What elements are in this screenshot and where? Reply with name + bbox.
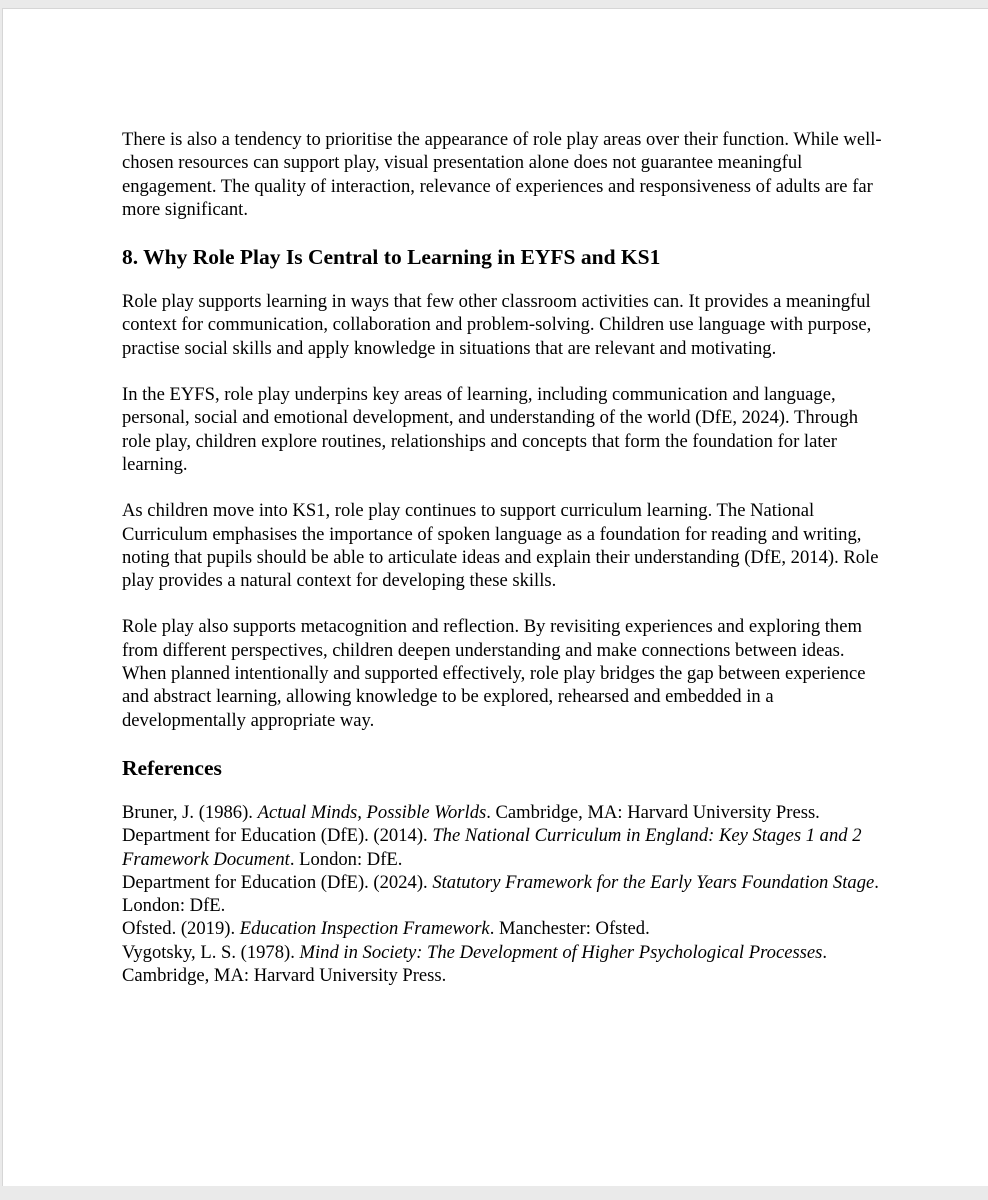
references-list [122,801,882,987]
body-paragraph-2: In the EYFS, role play underpins key areas of learning, including communication and language, personal, social and emotional development, and understanding of the world (DfE, 2024). Through role play, children explore routines, relationships and concepts that form the foundation for later learning. [122,384,858,475]
references-heading: References [122,755,222,780]
intro-paragraph: There is also a tendency to prioritise the appearance of role play areas over their function. While well-chosen resources can support play, visual presentation alone does not guarantee meaningful engagement. The quality of interaction, relevance of experiences and responsiveness of adults are far more significant. [122,129,882,220]
reference-item: Bruner, J. (1986). Actual Minds, Possible Worlds. Cambridge, MA: Harvard University Press. [122,801,820,823]
document-page [2,8,988,1186]
body-paragraph-1: Role play supports learning in ways that few other classroom activities can. It provides a meaningful context for communication, collaboration and problem-solving. Children use language with purpose, practise social skills and apply knowledge in situations that are relevant and motivating. [122,291,872,359]
page-content [122,128,882,987]
reference-item: Ofsted. (2019). Education Inspection Framework. Manchester: Ofsted. [122,918,650,940]
reference-item: Vygotsky, L. S. (1978). Mind in Society: The Development of Higher Psychological Processes. Cambridge, MA: Harvard University Press. [122,941,828,987]
reference-item: Department for Education (DfE). (2024). Statutory Framework for the Early Years Foundation Stage. London: DfE. [122,871,879,917]
body-paragraph-4: Role play also supports metacognition and reflection. By revisiting experiences and exploring them from different perspectives, children deepen understanding and make connections between ideas. When planned intentionally and supported effectively, role play bridges the gap between experience and abstract learning, allowing knowledge to be explored, rehearsed and embedded in a developmentally appropriate way. [122,616,866,731]
reference-item: Department for Education (DfE). (2014). The National Curriculum in England: Key Stages 1 and 2 Framework Document. London: DfE. [122,825,862,870]
section-heading: 8. Why Role Play Is Central to Learning in EYFS and KS1 [122,245,661,270]
body-paragraph-3: As children move into KS1, role play continues to support curriculum learning. The National Curriculum emphasises the importance of spoken language as a foundation for reading and writing, noting that pupils should be able to articulate ideas and explain their understanding (DfE, 2014). Role play provides a natural context for developing these skills. [122,500,879,592]
